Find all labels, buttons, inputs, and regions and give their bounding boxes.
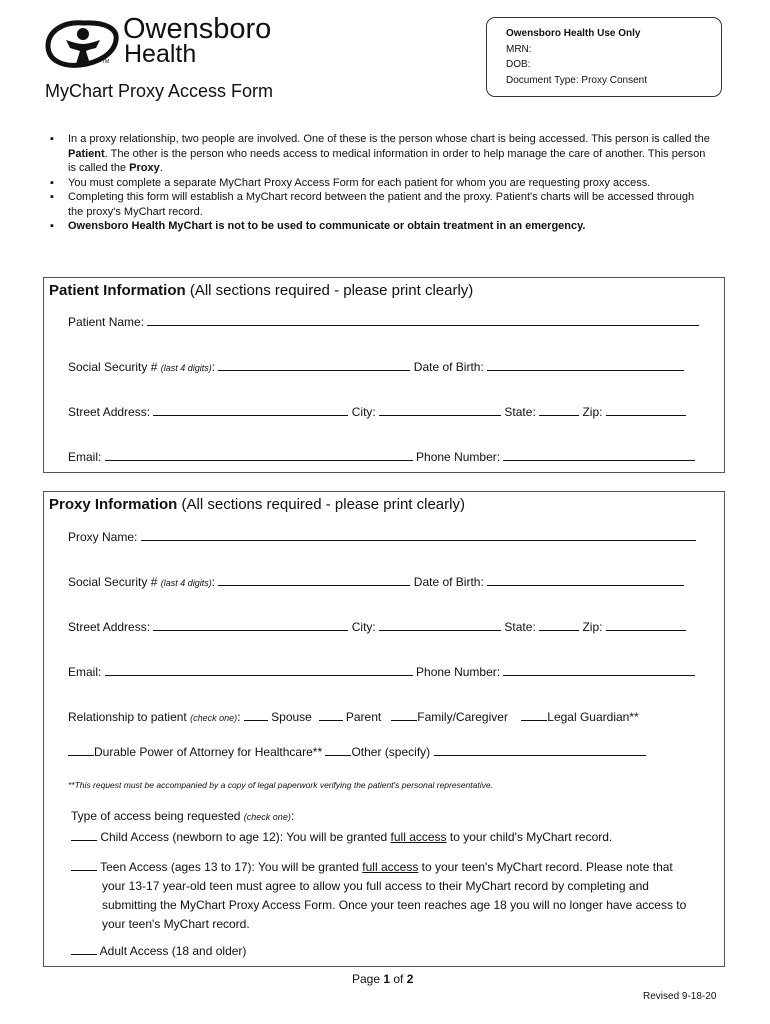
instructions-list: [50, 132, 710, 234]
child-access-row: Child Access (newborn to age 12): You will be granted full access to your child's MyChart record.: [71, 829, 612, 844]
proxy-phone-field[interactable]: [503, 664, 695, 676]
proxy-contact-row: [68, 664, 695, 679]
patient-name-field[interactable]: [147, 314, 699, 326]
teen-access-checkbox[interactable]: [71, 859, 97, 871]
proxy-dob-label: Date of Birth:: [413, 575, 484, 589]
proxy-name-row: [68, 529, 696, 544]
document-type-label: Document Type: Proxy Consent: [506, 74, 647, 86]
patient-state-label: State:: [504, 405, 536, 419]
instruction-item: ▪ Owensboro Health MyChart is not to be used to communicate or obtain treatment in an emergency.: [50, 220, 586, 232]
proxy-name-field[interactable]: [141, 529, 696, 541]
proxy-ssn-field[interactable]: [218, 574, 410, 586]
poa-checkbox[interactable]: [68, 744, 94, 756]
proxy-ssn-label: Social Security #: [68, 575, 158, 589]
patient-name-label: Patient Name:: [68, 315, 145, 329]
family-caregiver-checkbox[interactable]: [391, 709, 417, 721]
proxy-city-label: City:: [351, 620, 376, 634]
proxy-state-label: State:: [504, 620, 536, 634]
instruction-item: ▪ Completing this form will establish a MyChart record between the patient and the proxy. Patient's charts will be accessed through the proxy's MyChart record.: [50, 191, 695, 218]
child-access-checkbox[interactable]: [71, 829, 97, 841]
adult-access-row: Adult Access (18 and older): [71, 943, 246, 958]
patient-zip-label: Zip:: [582, 405, 603, 419]
relationship-row: Relationship to patient (check one): Spouse Parent Family/Caregiver Legal Guardian**: [68, 710, 639, 724]
patient-phone-field[interactable]: [503, 449, 695, 461]
patient-ssn-hint: (last 4 digits): [160, 363, 212, 373]
teen-access-row: Teen Access (ages 13 to 17): You will be granted full access to your teen's MyChart record. Please note that your 13-17 year-old teen must agree to allow you full access to their MyChart record by completing and submitting the MyChart Proxy Access Form. Once your teen reaches age 18 you will no longer have access to your teen's MyChart record.: [71, 858, 686, 934]
relationship-row-2: [68, 744, 646, 759]
proxy-section-title: Proxy Information (All sections required - please print clearly): [49, 496, 465, 513]
access-check-one: (check one): [243, 812, 291, 822]
patient-section-title: Patient Information (All sections required - please print clearly): [49, 282, 474, 299]
proxy-street-label: Street Address:: [68, 620, 151, 634]
patient-ssn-field[interactable]: [218, 359, 410, 371]
proxy-name-label: Proxy Name:: [68, 530, 138, 544]
patient-contact-row: [68, 449, 695, 464]
patient-state-field[interactable]: [539, 404, 579, 416]
use-only-heading: Owensboro Health Use Only: [506, 28, 641, 39]
proxy-address-row: [68, 619, 686, 634]
proxy-email-label: Email:: [68, 665, 102, 679]
patient-phone-label: Phone Number:: [416, 450, 501, 464]
patient-ssn-row: Social Security # (last 4 digits): Date of Birth:: [68, 359, 684, 374]
proxy-phone-label: Phone Number:: [416, 665, 501, 679]
spouse-label: Spouse: [271, 710, 312, 724]
page-number: Page 1 of 2: [352, 972, 414, 986]
patient-dob-label: Date of Birth:: [413, 360, 484, 374]
patient-street-label: Street Address:: [68, 405, 151, 419]
proxy-zip-label: Zip:: [582, 620, 603, 634]
other-checkbox[interactable]: [325, 744, 351, 756]
dob-label: DOB:: [506, 59, 531, 70]
logo-name: Owensboro: [123, 13, 272, 45]
poa-label: Durable Power of Attorney for Healthcare**: [94, 745, 323, 759]
mrn-label: MRN:: [506, 43, 532, 55]
legal-paperwork-note: **This request must be accompanied by a copy of legal paperwork verifying the patient's personal representative.: [68, 780, 493, 790]
patient-city-field[interactable]: [379, 404, 501, 416]
proxy-ssn-hint: (last 4 digits): [160, 578, 212, 588]
access-type-heading: Type of access being requested (check one):: [71, 809, 295, 823]
patient-zip-field[interactable]: [606, 404, 686, 416]
parent-label: Parent: [345, 710, 382, 724]
proxy-zip-field[interactable]: [606, 619, 686, 631]
patient-name-row: [68, 314, 699, 329]
parent-checkbox[interactable]: [319, 709, 343, 721]
patient-information-section: [43, 277, 725, 473]
patient-city-label: City:: [351, 405, 376, 419]
legal-guardian-label: Legal Guardian**: [547, 710, 639, 724]
instruction-item: ▪ In a proxy relationship, two people are involved. One of these is the person whose chart is being accessed. This person is called the Patient. The other is the person who needs access to medical information in order to help manage the care of another. This person is called the Proxy.: [50, 133, 710, 174]
adult-access-checkbox[interactable]: [71, 943, 97, 955]
patient-email-label: Email:: [68, 450, 102, 464]
proxy-state-field[interactable]: [539, 619, 579, 631]
other-label: Other (specify): [351, 745, 431, 759]
other-specify-field[interactable]: [434, 744, 646, 756]
relationship-check-one: (check one): [190, 713, 238, 723]
legal-guardian-checkbox[interactable]: [521, 709, 547, 721]
patient-ssn-label: Social Security #: [68, 360, 158, 374]
instruction-item: ▪ You must complete a separate MyChart Proxy Access Form for each patient for whom you are requesting proxy access.: [50, 176, 651, 189]
proxy-ssn-row: Social Security # (last 4 digits): Date of Birth:: [68, 574, 684, 589]
relationship-label: Relationship to patient: [68, 710, 187, 724]
proxy-city-field[interactable]: [379, 619, 501, 631]
logo-name-2: Health: [124, 40, 197, 68]
logo-trademark: TM: [102, 59, 110, 65]
patient-address-row: [68, 404, 686, 419]
spouse-checkbox[interactable]: [244, 709, 268, 721]
family-caregiver-label: Family/Caregiver: [417, 710, 508, 724]
owensboro-health-logo-icon: [44, 18, 122, 70]
proxy-street-field[interactable]: [153, 619, 348, 631]
patient-email-field[interactable]: [105, 449, 413, 461]
patient-street-field[interactable]: [153, 404, 348, 416]
proxy-dob-field[interactable]: [487, 574, 684, 586]
proxy-email-field[interactable]: [105, 664, 413, 676]
revision-date: Revised 9-18-20: [643, 991, 717, 1002]
form-title: MyChart Proxy Access Form: [45, 81, 274, 101]
office-use-only-box: [486, 17, 722, 97]
patient-dob-field[interactable]: [487, 359, 684, 371]
